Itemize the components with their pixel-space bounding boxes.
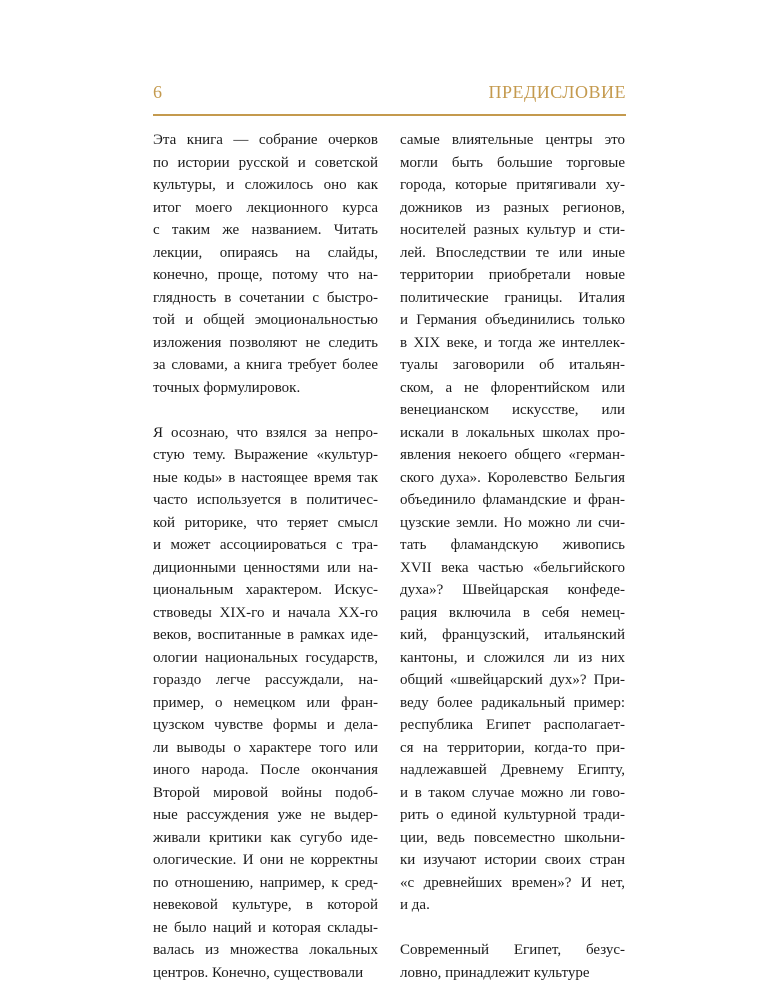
text-line: кий, французский, итальянский	[400, 627, 625, 643]
text-line: Второй мировой войны подоб-	[153, 784, 378, 801]
text-line: в XIX веке, и тогда же интеллек-	[400, 334, 625, 351]
text-line: ки изучают истории своих стран	[400, 852, 625, 868]
paragraph	[153, 129, 378, 399]
text-line: живали критики как сугубо иде-	[153, 829, 378, 846]
text-line: общий «швейцарский дух»? При-	[400, 672, 625, 688]
text-line: и в таком случае можно ли гово-	[400, 784, 625, 801]
text-line: явления некоего общего «герман-	[400, 447, 625, 463]
text-line: XVII века частью «бельгийского	[400, 559, 625, 576]
text-line: ловно, принадлежит культуре	[400, 964, 590, 981]
text-line: могли быть большие торговые	[400, 154, 625, 171]
text-line: диционными ценностями или на-	[153, 559, 378, 576]
text-line: конечно, проще, потому что на-	[153, 267, 378, 283]
text-line: ского духа». Королевство Бельгия	[400, 469, 625, 486]
text-line: за словами, а книга требует более	[153, 357, 378, 373]
text-line: веков, воспитанные в рамках иде-	[153, 627, 378, 643]
text-line: «с древнейших времен»? И нет,	[400, 874, 625, 891]
text-line: ологические. И они не корректны	[153, 852, 378, 868]
text-line: стую тему. Выражение «культур-	[153, 447, 378, 463]
text-line: надлежавшей Древнему Египту,	[400, 762, 625, 778]
text-line: ные рассуждения уже не выдер-	[153, 807, 378, 823]
text-line: культуры, и сложилось оно как	[153, 177, 378, 193]
paragraph	[400, 129, 625, 917]
text-line: циональным характером. Искус-	[153, 582, 378, 598]
paragraph	[153, 422, 378, 985]
text-line: ли выводы о характере того или	[153, 739, 378, 756]
text-line: Современный Египет, безус-	[400, 942, 625, 958]
text-line: не было наций и которая склады-	[153, 919, 378, 936]
text-column-left	[153, 129, 378, 984]
text-line: точных формулировок.	[153, 379, 301, 396]
text-line: кой риторике, что теряет смысл	[153, 514, 378, 531]
text-line: самые влиятельные центры это	[400, 132, 625, 148]
text-line: политические границы. Италия	[400, 289, 625, 306]
text-line: часто используется в политичес-	[153, 492, 378, 508]
text-line: рить о единой культурной тради-	[400, 807, 625, 823]
text-line: и Германия объединились только	[400, 312, 625, 328]
text-line: республика Египет располагает-	[400, 717, 625, 733]
text-line: с таким же названием. Читать	[153, 222, 378, 238]
text-line: веду более радикальный пример:	[400, 694, 625, 711]
text-line: ствоведы XIX-го и начала XX-го	[153, 604, 378, 621]
text-line: валась из множества локальных	[153, 942, 378, 958]
text-line: туалы заговорили об итальян-	[400, 357, 625, 373]
text-line: территории приобретали новые	[400, 267, 625, 283]
text-line: города, которые притягивали ху-	[400, 177, 625, 193]
text-line: иного народа. После окончания	[153, 762, 378, 778]
text-line: глядность в сочетании с быстро-	[153, 289, 378, 306]
text-line: рация включила в себя немец-	[400, 604, 625, 621]
text-line: цузские земли. Но можно ли счи-	[400, 514, 625, 531]
text-line: и да.	[400, 897, 430, 913]
text-line: духа»? Швейцарская конфеде-	[400, 582, 625, 598]
text-line: Эта книга — собрание очерков	[153, 132, 378, 148]
text-line: невековой культуре, в которой	[153, 897, 378, 913]
text-line: объединило фламандские и фран-	[400, 492, 625, 508]
text-line: итог моего лекционного курса	[153, 199, 378, 216]
text-line: пример, о немецком или фран-	[153, 694, 378, 711]
text-line: венецианском искусстве, или	[400, 402, 625, 418]
text-line: ологии национальных государств,	[153, 649, 378, 666]
page-number: 6	[153, 82, 163, 102]
text-line: дожников из разных регионов,	[400, 199, 625, 216]
section-title: ПРЕДИСЛОВИЕ	[488, 82, 626, 102]
header-divider	[153, 114, 626, 116]
text-line: центров. Конечно, существовали	[153, 964, 364, 981]
text-line: изложения позволяют не следить	[153, 334, 378, 351]
text-line: той и общей эмоциональностью	[153, 312, 378, 328]
running-header	[153, 82, 626, 108]
text-line: искали в локальных школах про-	[400, 424, 625, 441]
text-line: ся на территории, когда-то при-	[400, 739, 625, 756]
text-line: лекции, опираясь на слайды,	[153, 244, 378, 261]
paragraph	[400, 939, 625, 984]
text-line: ском, а не флорентийском или	[400, 379, 625, 396]
text-line: и может ассоциироваться с тра-	[153, 537, 378, 553]
text-line: по отношению, например, к сред-	[153, 874, 378, 891]
text-line: носителей разных культур и сти-	[400, 222, 625, 238]
text-line: Я осознаю, что взялся за непро-	[153, 424, 378, 441]
text-line: ные коды» в настоящее время так	[153, 469, 378, 486]
text-line: тать фламандскую живопись	[400, 537, 625, 553]
text-line: по истории русской и советской	[153, 154, 378, 171]
text-line: ции, ведь повсеместно школьни-	[400, 829, 625, 846]
text-line: лей. Впоследствии те или иные	[400, 244, 625, 261]
text-column-right	[400, 129, 625, 984]
text-line: гораздо легче рассуждали, на-	[153, 672, 378, 688]
text-line: кантоны, и сложился ли из них	[400, 649, 625, 666]
text-line: цузском чувстве формы и дела-	[153, 717, 378, 733]
